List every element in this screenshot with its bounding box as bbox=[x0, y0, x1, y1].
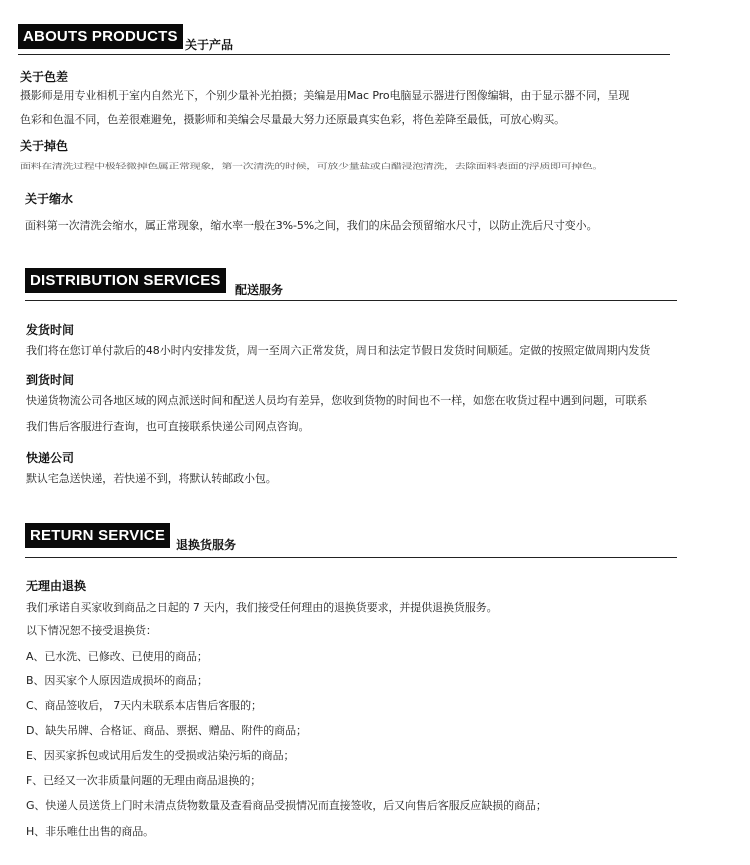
section-divider-distribution bbox=[25, 300, 677, 301]
heading-color-fading: 关于掉色 bbox=[20, 139, 69, 153]
paragraph-color-line-1: 摄影师是用专业相机于室内自然光下，个别少量补光拍摄；美编是用Mac Pro电脑显示器进行图像编辑，由于显示器不同，呈现 bbox=[20, 89, 630, 102]
section-title-about-cn: 关于产品 bbox=[185, 38, 234, 52]
section-tag-distribution: DISTRIBUTION SERVICES bbox=[25, 268, 226, 293]
paragraph-courier-line-1: 默认宅急送快递，若快递不到，将默认转邮政小包。 bbox=[26, 472, 277, 485]
paragraph-arrival-line-2: 我们售后客服进行查询，也可直接联系快递公司网点咨询。 bbox=[26, 420, 310, 433]
paragraph-return-exceptions-intro: 以下情况恕不接受退换货： bbox=[26, 624, 157, 637]
return-exception-item: G、快递人员送货上门时未清点货物数量及查看商品受损情况而直接签收，后又向售后客服反应缺损的商品； bbox=[26, 799, 547, 812]
section-divider-return bbox=[25, 557, 677, 558]
return-exception-item: E、因买家拆包或试用后发生的受损或沾染污垢的商品； bbox=[26, 749, 295, 762]
return-exception-item: C、商品签收后， 7天内未联系本店售后客服的； bbox=[26, 699, 262, 712]
paragraph-return-promise: 我们承诺自买家收到商品之日起的 7 天内，我们接受任何理由的退换货要求，并提供退换货服务。 bbox=[26, 601, 498, 614]
section-tag-about: ABOUTS PRODUCTS bbox=[18, 24, 183, 49]
section-title-distribution-cn: 配送服务 bbox=[235, 283, 284, 297]
paragraph-arrival-line-1: 快递货物流公司各地区域的网点派送时间和配送人员均有差异，您收到货物的时间也不一样，如您在收货过程中遇到问题，可联系 bbox=[26, 394, 648, 407]
heading-shipping-time: 发货时间 bbox=[26, 323, 75, 337]
section-divider-about bbox=[18, 54, 670, 55]
heading-no-reason-return: 无理由退换 bbox=[26, 579, 87, 593]
return-exception-item: B、因买家个人原因造成损坏的商品； bbox=[26, 674, 208, 687]
heading-color-difference: 关于色差 bbox=[20, 70, 69, 84]
heading-arrival-time: 到货时间 bbox=[26, 373, 75, 387]
return-exception-item: H、非乐唯仕出售的商品。 bbox=[26, 825, 155, 838]
paragraph-shrinkage-line-1: 面料第一次清洗会缩水，属正常现象，缩水率一般在3%-5%之间，我们的床品会预留缩水尺寸，以防止洗后尺寸变小。 bbox=[25, 219, 598, 232]
paragraph-shipping-line-1: 我们将在您订单付款后的48小时内安排发货，周一至周六正常发货，周日和法定节假日发货时间顺延。定做的按照定做周期内发货 bbox=[26, 344, 651, 357]
paragraph-fading-line-1: 面料在清洗过程中极轻微掉色属正常现象，第一次清洗的时候，可放少量盐或白醋浸泡清洗，去除面料表面的浮质即可掉色。 bbox=[20, 162, 603, 171]
return-exception-item: A、已水洗、已修改、已使用的商品； bbox=[26, 650, 208, 663]
return-exception-item: D、缺失吊牌、合格证、商品、票据、赠品、附件的商品； bbox=[26, 724, 307, 737]
section-title-return-cn: 退换货服务 bbox=[176, 538, 237, 552]
return-exception-item: F、已经又一次非质量问题的无理由商品退换的； bbox=[26, 774, 262, 787]
paragraph-color-line-2: 色彩和色温不同，色差很难避免，摄影师和美编会尽量最大努力还原最真实色彩，将色差降至最低，可放心购买。 bbox=[20, 113, 565, 126]
section-tag-return: RETURN SERVICE bbox=[25, 523, 170, 548]
heading-shrinkage: 关于缩水 bbox=[25, 192, 74, 206]
heading-courier-company: 快递公司 bbox=[26, 451, 75, 465]
